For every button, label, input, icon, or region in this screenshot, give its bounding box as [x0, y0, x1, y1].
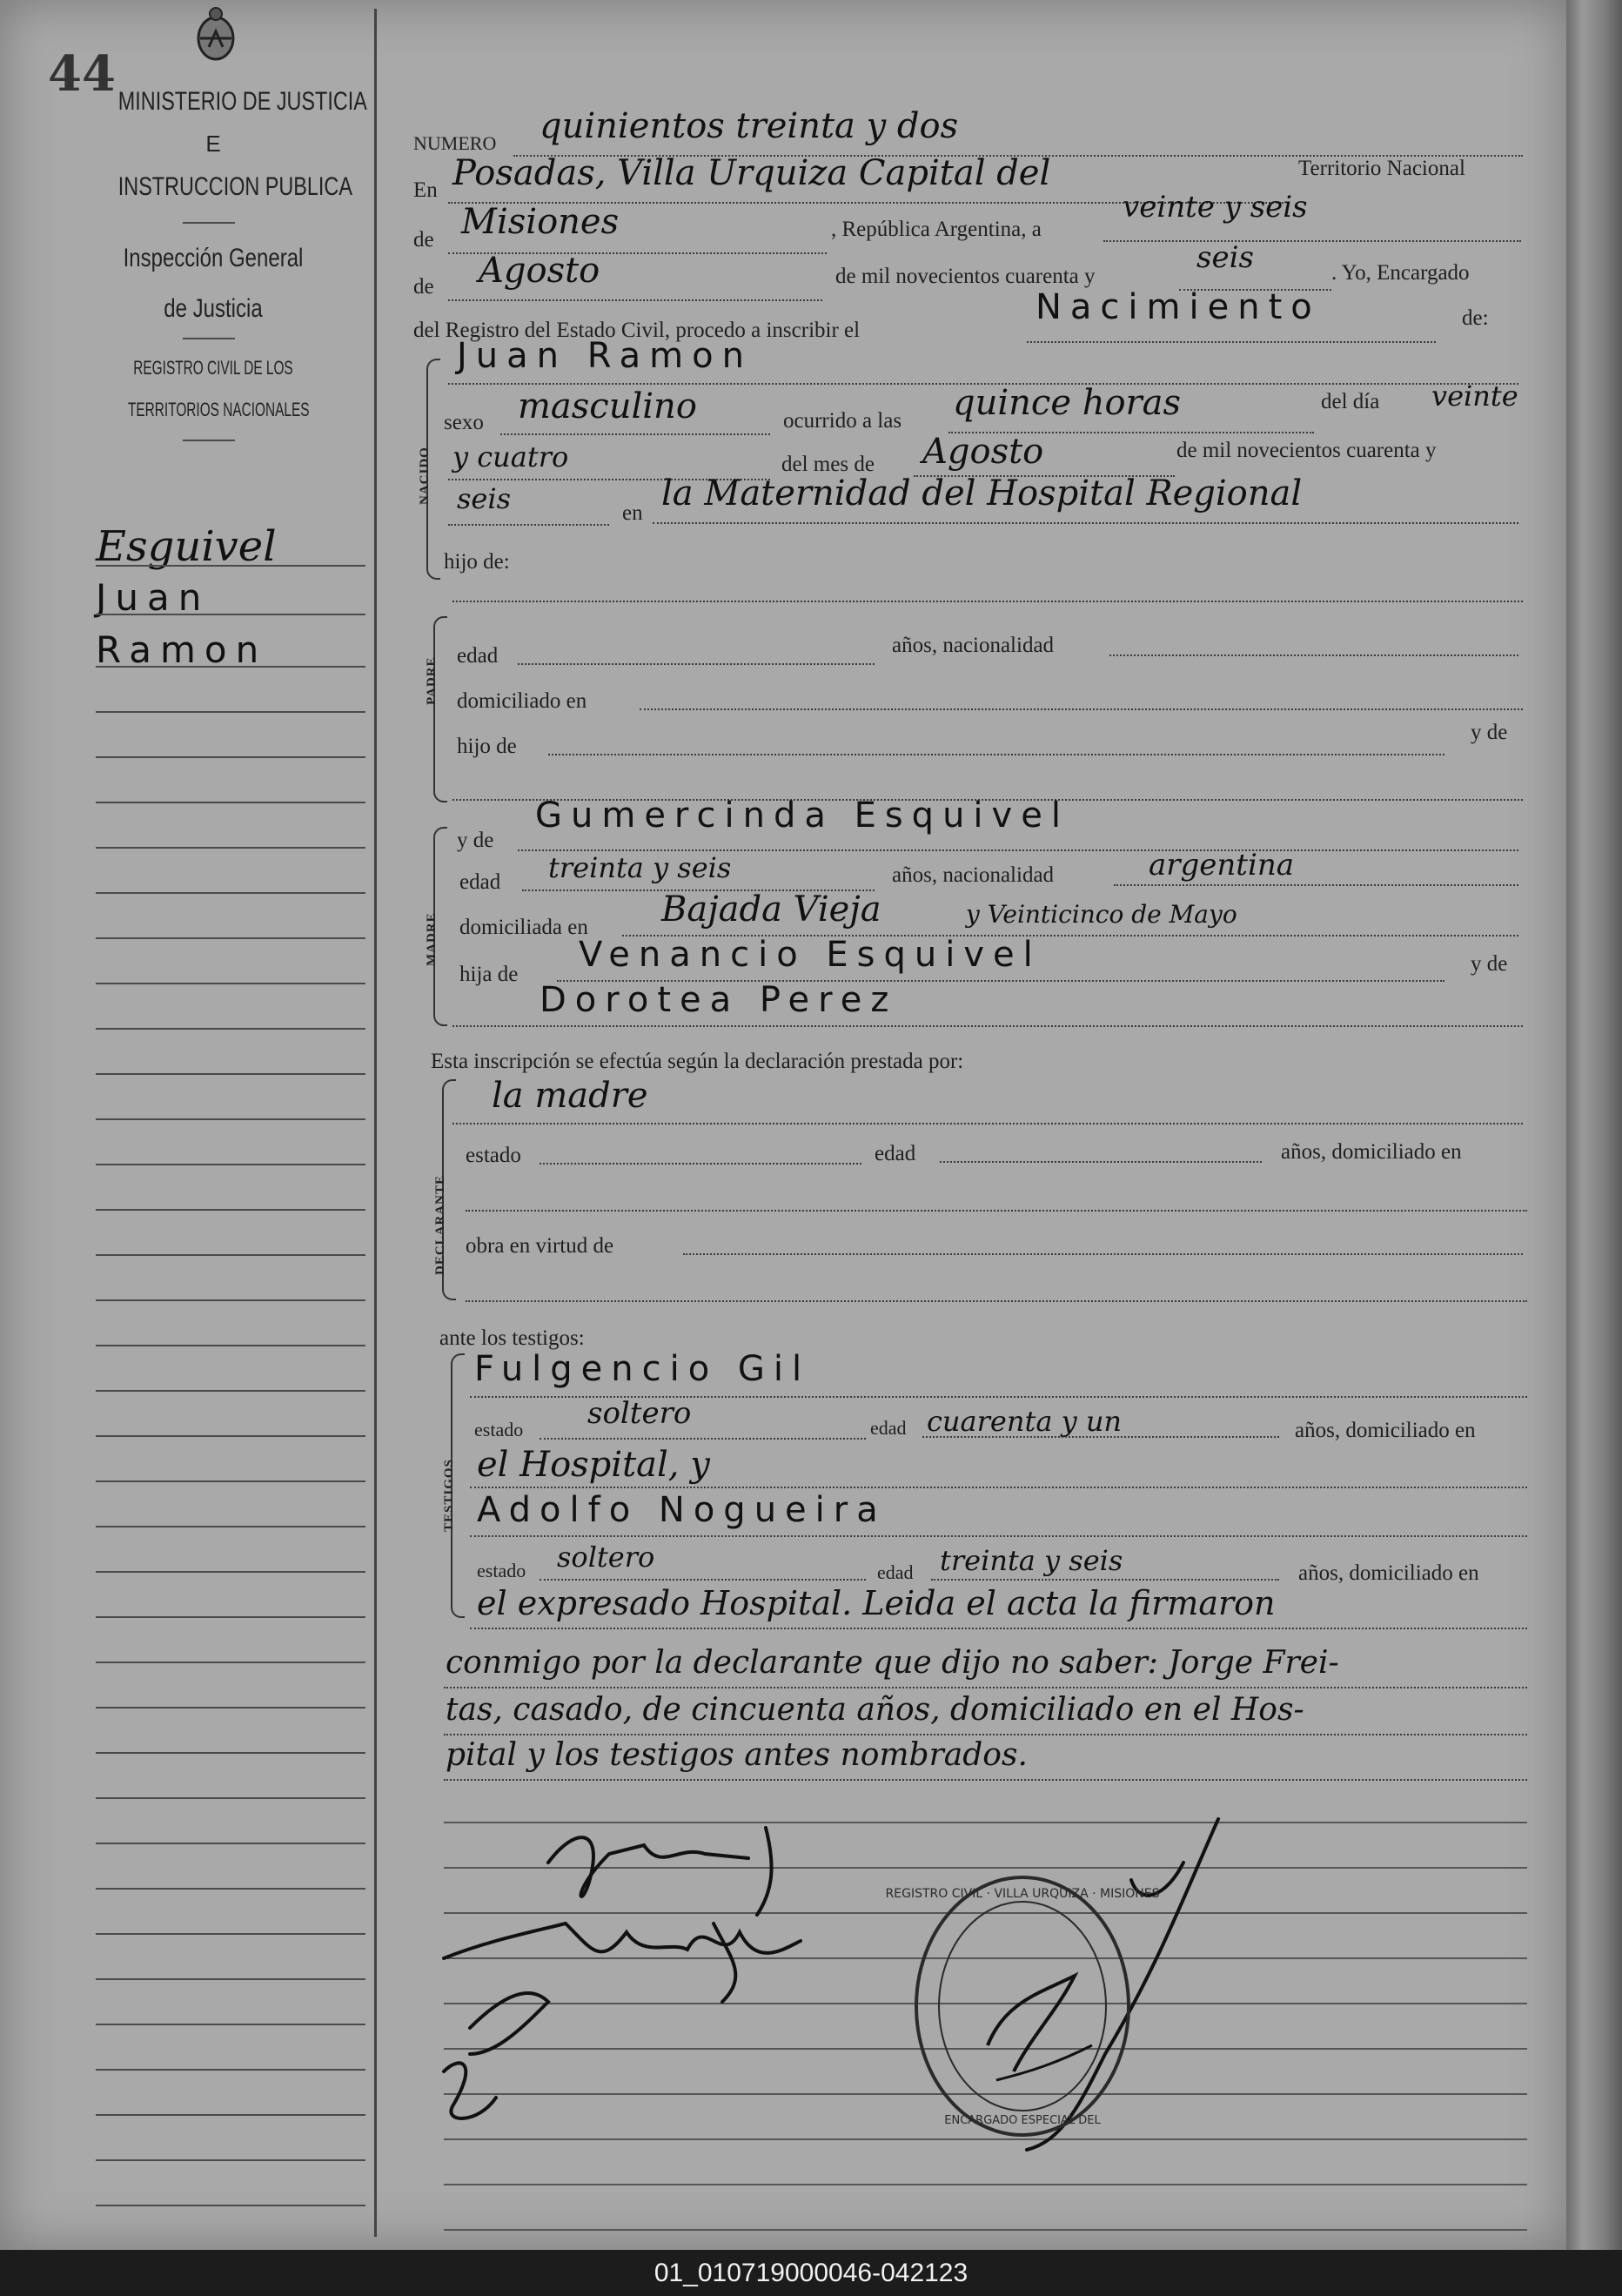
padre-nacionalidad-line: [1109, 655, 1518, 656]
madre-mother-value: Dorotea Perez: [540, 980, 898, 1020]
witness2-name-line: [470, 1535, 1527, 1537]
sexo-label: sexo: [444, 411, 484, 434]
declarante-anos-label: años, domiciliado en: [1281, 1140, 1462, 1164]
padre-edad-line: [518, 663, 875, 665]
witness1-name: Fulgencio Gil: [474, 1349, 811, 1389]
madre-father-value: Venancio Esquivel: [579, 935, 1042, 975]
madre-domicilio-label: domiciliada en: [459, 916, 588, 939]
witness2-name: Adolfo Nogueira: [477, 1490, 887, 1530]
padre-side-label: PADRE: [425, 656, 439, 705]
del-mes-label: del mes de: [781, 453, 875, 476]
closing-line-4-rule: [444, 1779, 1527, 1781]
witness1-edad-line: [922, 1436, 1279, 1438]
margin-ruled-lines: [0, 0, 374, 2250]
sex-value: masculino: [518, 386, 697, 426]
inspection-subtitle: de Justicia: [164, 294, 263, 323]
place-value: Posadas, Villa Urquiza Capital del: [452, 153, 1051, 193]
madre-address-value: Bajada Vieja: [661, 890, 881, 930]
declarante-estado-line: [540, 1163, 861, 1165]
witness2-estado-line: [540, 1579, 866, 1581]
witness2-edad-line: [931, 1579, 1279, 1581]
del-dia-label: del día: [1321, 390, 1380, 413]
closing-line-3: tas, casado, de cincuenta años, domiciliado en el Hos-: [446, 1692, 1304, 1728]
ministry-title: MINISTERIO DE JUSTICIA: [117, 87, 367, 116]
witness1-anos-label: años, domiciliado en: [1295, 1419, 1476, 1442]
madre-anos-label: años, nacionalidad: [892, 863, 1055, 887]
stamp-inner-text: ENCARGADO ESPECIAL DEL: [944, 2114, 1101, 2127]
hijo-label: hijo de:: [444, 550, 510, 574]
ministry-conjunction: E: [205, 131, 221, 157]
closing-line-2: conmigo por la declarante que dijo no saber: Jorge Frei-: [446, 1645, 1339, 1681]
year-label: de mil novecientos cuarenta y: [835, 265, 1096, 288]
declarante-obra-label: obra en virtud de: [466, 1234, 614, 1258]
ministry-subtitle: INSTRUCCION PUBLICA: [117, 172, 352, 201]
witness2-edad-value: treinta y seis: [940, 1544, 1123, 1577]
padre-bracket: [433, 616, 447, 802]
madre-side-label: MADRE: [425, 912, 439, 966]
en-label-2: en: [622, 501, 643, 525]
republica-label: , República Argentina, a: [831, 218, 1042, 241]
closing-line-1: el expresado Hospital. Leida el acta la firmaron: [477, 1584, 1276, 1622]
month-value: Agosto: [479, 251, 600, 291]
act-type-value: Nacimiento: [1036, 287, 1321, 327]
testigos-side-label: TESTIGOS: [442, 1459, 456, 1532]
signatures: [418, 1793, 1288, 2158]
declarante-edad-line: [940, 1161, 1262, 1163]
inspection-title: Inspección General: [123, 244, 304, 272]
madre-hija-line-2: [452, 1025, 1523, 1027]
birth-place-value: la Maternidad del Hospital Regional: [661, 473, 1303, 514]
de-label-2: de: [413, 275, 434, 299]
padre-hijo-line: [548, 754, 1444, 755]
madre-address-value-2: y Veinticinco de Mayo: [966, 900, 1237, 929]
image-id-footer: 01_010719000046-042123: [0, 2250, 1622, 2296]
declarante-name-line: [452, 1123, 1523, 1125]
margin-second-name: Ramon: [96, 628, 268, 671]
madre-y-de: y de: [1471, 952, 1508, 976]
declarante-domicilio-line: [466, 1210, 1527, 1212]
declarante-side-label: DECLARANTE: [433, 1174, 447, 1275]
declarante-edad-label: edad: [875, 1142, 916, 1165]
madre-nationality-value: argentina: [1149, 848, 1295, 883]
birth-year-line: [448, 524, 609, 526]
padre-domicilio-label: domiciliado en: [457, 689, 587, 713]
nacido-side-label: NACIDO: [418, 446, 432, 505]
padre-anos-label: años, nacionalidad: [892, 634, 1055, 657]
madre-age-value: treinta y seis: [548, 851, 732, 884]
declarante-intro: Esta inscripción se efectúa según la declaración prestada por:: [431, 1050, 964, 1073]
registry-stamp-icon: [885, 1871, 1160, 2141]
de-label: de: [413, 228, 434, 252]
witness1-estado-label: estado: [474, 1419, 524, 1440]
madre-nationality-line: [1114, 884, 1518, 886]
witness1-address: el Hospital, y: [477, 1445, 710, 1485]
numero-value: quinientos treinta y dos: [540, 106, 959, 146]
witness2-estado-value: soltero: [557, 1541, 655, 1574]
birth-month-value: Agosto: [922, 432, 1044, 472]
birth-year-label: de mil novecientos cuarenta y: [1176, 439, 1437, 462]
encargado-label: . Yo, Encargado: [1331, 261, 1470, 285]
registry-title: REGISTRO CIVIL DE LOS: [133, 357, 293, 379]
witness2-edad-label: edad: [877, 1561, 914, 1583]
witness1-estado-line: [540, 1438, 866, 1440]
sex-line: [500, 433, 770, 435]
declarante-obra-line-2: [466, 1300, 1527, 1302]
witness1-address-line: [470, 1487, 1527, 1488]
witness2-anos-label: años, domiciliado en: [1298, 1561, 1479, 1585]
closing-line-2-rule: [444, 1687, 1527, 1688]
witness1-estado-value: soltero: [587, 1396, 692, 1431]
page-number: 44: [48, 45, 116, 103]
en-label: En: [413, 178, 438, 202]
witness1-edad-value: cuarenta y un: [927, 1405, 1123, 1438]
madre-name-value: Gumercinda Esquivel: [535, 796, 1069, 836]
book-spine: [1566, 0, 1622, 2250]
padre-edad-label: edad: [457, 644, 499, 668]
madre-hija-label: hija de: [459, 963, 519, 986]
birth-day-value-b: y cuatro: [452, 440, 569, 473]
hour-value: quince horas: [953, 383, 1182, 423]
margin-first-name: Juan: [96, 576, 211, 619]
birth-day-value-a: veinte: [1431, 379, 1518, 413]
testigos-intro: ante los testigos:: [439, 1326, 585, 1350]
padre-domicilio-line: [640, 708, 1523, 710]
day-value: veinte y seis: [1123, 190, 1308, 225]
closing-line-3-rule: [444, 1734, 1527, 1735]
padre-hijo-label: hijo de: [457, 735, 517, 758]
birth-place-line: [653, 522, 1518, 524]
territory-value: Misiones: [461, 202, 620, 242]
madre-y-de-label: y de: [457, 829, 494, 852]
birth-year-value: seis: [457, 482, 512, 515]
declarante-estado-label: estado: [466, 1144, 521, 1167]
hijo-line-1: [452, 601, 1523, 602]
day-line: [1103, 240, 1521, 242]
margin-surname: Esguivel: [96, 522, 277, 571]
de-colon-label: de:: [1462, 306, 1489, 330]
witness2-estado-label: estado: [477, 1560, 526, 1581]
padre-y-de: y de: [1471, 721, 1508, 744]
year-value: seis: [1196, 240, 1254, 275]
month-line: [448, 299, 822, 301]
closing-line-1-rule: [470, 1628, 1527, 1629]
closing-line-4: pital y los testigos antes nombrados.: [446, 1737, 1028, 1773]
declarante-name-value: la madre: [492, 1076, 648, 1116]
territorio-label: Territorio Nacional: [1298, 157, 1465, 180]
registro-label: del Registro del Estado Civil, procedo a inscribir el: [413, 319, 861, 342]
registry-subtitle: TERRITORIOS NACIONALES: [128, 399, 310, 420]
declarante-obra-line: [683, 1253, 1523, 1255]
madre-edad-label: edad: [459, 870, 501, 894]
ocurrido-label: ocurrido a las: [783, 409, 902, 433]
stamp-outer-text: REGISTRO CIVIL · VILLA URQUIZA · MISIONES: [885, 1887, 1160, 1901]
child-name: Juan Ramon: [457, 336, 753, 376]
witness1-edad-label: edad: [870, 1417, 907, 1439]
act-type-line: [1027, 341, 1436, 343]
numero-label: NUMERO: [413, 132, 497, 154]
